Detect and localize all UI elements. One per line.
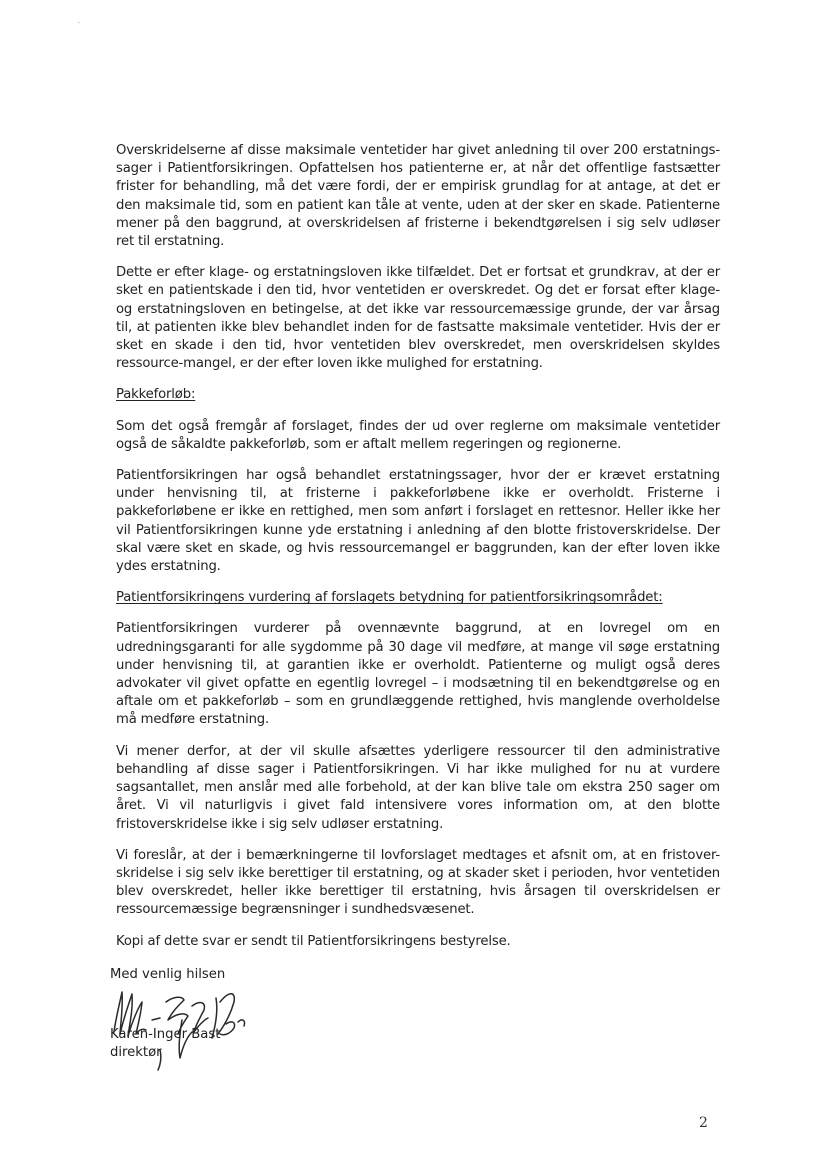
- paragraph-compensation-act: Dette er efter klage- og erstatningsloven ikke tilfældet. Det er fortsat et grundkrav, at der er sket en patientskade i den tid, hvor ventetiden er overskredet. Og det er forsat efter klage- og erstatningsloven en betingelse, at det ikke var ressourcemæssige grunde, der var årsag til, at patienten ikke blev behandlet inden for de fastsatte maksimale ventetider. Hvis der er sket en skade i den tid, hvor ventetiden blev overskredet, men overskridelsen skyldes ressource-mangel, er der efter loven ikke mulighed for erstatning.: [116, 265, 720, 372]
- page-number: 2: [699, 1115, 708, 1131]
- scan-speck: [78, 22, 80, 23]
- heading-assessment: Patientforsikringens vurdering af forslagets betydning for patientforsikringsområdet:: [116, 590, 663, 606]
- paragraph-resources: Vi mener derfor, at der vil skulle afsættes yderligere ressourcer til den administrative behandling af disse sager i Patientforsikringen. Vi har ikke mulighed for nu at vurdere sagsantallet, men anslår med alle forbehold, at der kan blive tale om ekstra 250 sager om året. Vi vil naturligvis i givet fald intensivere vores information om, at den blotte fristoverskridelse ikke i sig selv udløser erstatning.: [116, 743, 720, 832]
- signer-name: Karen-Inger Bast: [110, 1027, 221, 1042]
- paragraph-pakkeforloeb-claims: Patientforsikringen har også behandlet erstatningssager, hvor der er krævet erstatning under henvisning til, at fristerne i pakkeforløbene ikke er overholdt. Fristerne i pakkeforløbene er ikke en rettighed, men som anført i forslaget en rettesnor. Heller ikke her vil Patientforsikringen kunne yde erstatning i anledning af den blotte fristoverskridelse. Der skal være sket en skade, og hvis ressourcemangel er baggrunden, kan der efter loven ikke ydes erstatning.: [116, 468, 720, 575]
- paragraph-pakkeforloeb-intro: Som det også fremgår af forslaget, findes der ud over reglerne om maksimale ventetider også de såkaldte pakkeforløb, som er aftalt mellem regeringen og regionerne.: [116, 418, 720, 452]
- signer-title: direktør: [110, 1045, 162, 1060]
- paragraph-waiting-times: Overskridelserne af disse maksimale ventetider har givet anledning til over 200 erstatnings-sager i Patientforsikringen. Opfattelsen hos patienterne er, at når det offentlige fastsætter frister for behandling, må det være fordi, der er empirisk grundlag for at antage, at det er den maksimale tid, som en patient kan tåle at vente, uden at der sker en skade. Patienterne mener på den baggrund, at overskridelsen af fristerne i bekendtgørelsen i sig selv udløser ret til erstatning.: [116, 143, 720, 250]
- closing-block: [108, 962, 348, 1082]
- paragraph-proposal: Vi foreslår, at der i bemærkningerne til lovforslaget medtages et afsnit om, at en fristover-skridelse i sig selv ikke berettiger til erstatning, og at skader sket i perioden, hvor ventetiden blev overskredet, heller ikke berettiger til erstatning, hvis årsagen til overskridelsen er ressourcemæssige begrænsninger i sundhedsvæsenet.: [116, 847, 720, 918]
- heading-pakkeforloeb: Pakkeforløb:: [116, 387, 196, 403]
- letter-body: [116, 142, 720, 964]
- handwritten-signature: [108, 962, 278, 1072]
- paragraph-assessment: Patientforsikringen vurderer på ovennævnte baggrund, at en lovregel om en udredningsgaranti for alle sygdomme på 30 dage vil medføre, at mange vil søge erstatning under henvisning til, at garantien ikke er overholdt. Patienterne og muligt også deres advokater vil givet opfatte en egentlig lovregel – i modsætning til en bekendtgørelse og en aftale om et pakkeforløb – som en grundlæggende rettighed, hvis manglende overholdelse må medføre erstatning.: [116, 621, 720, 728]
- paragraph-copy-note: Kopi af dette svar er sendt til Patientforsikringens bestyrelse.: [116, 933, 511, 949]
- closing-greeting: Med venlig hilsen: [110, 967, 226, 982]
